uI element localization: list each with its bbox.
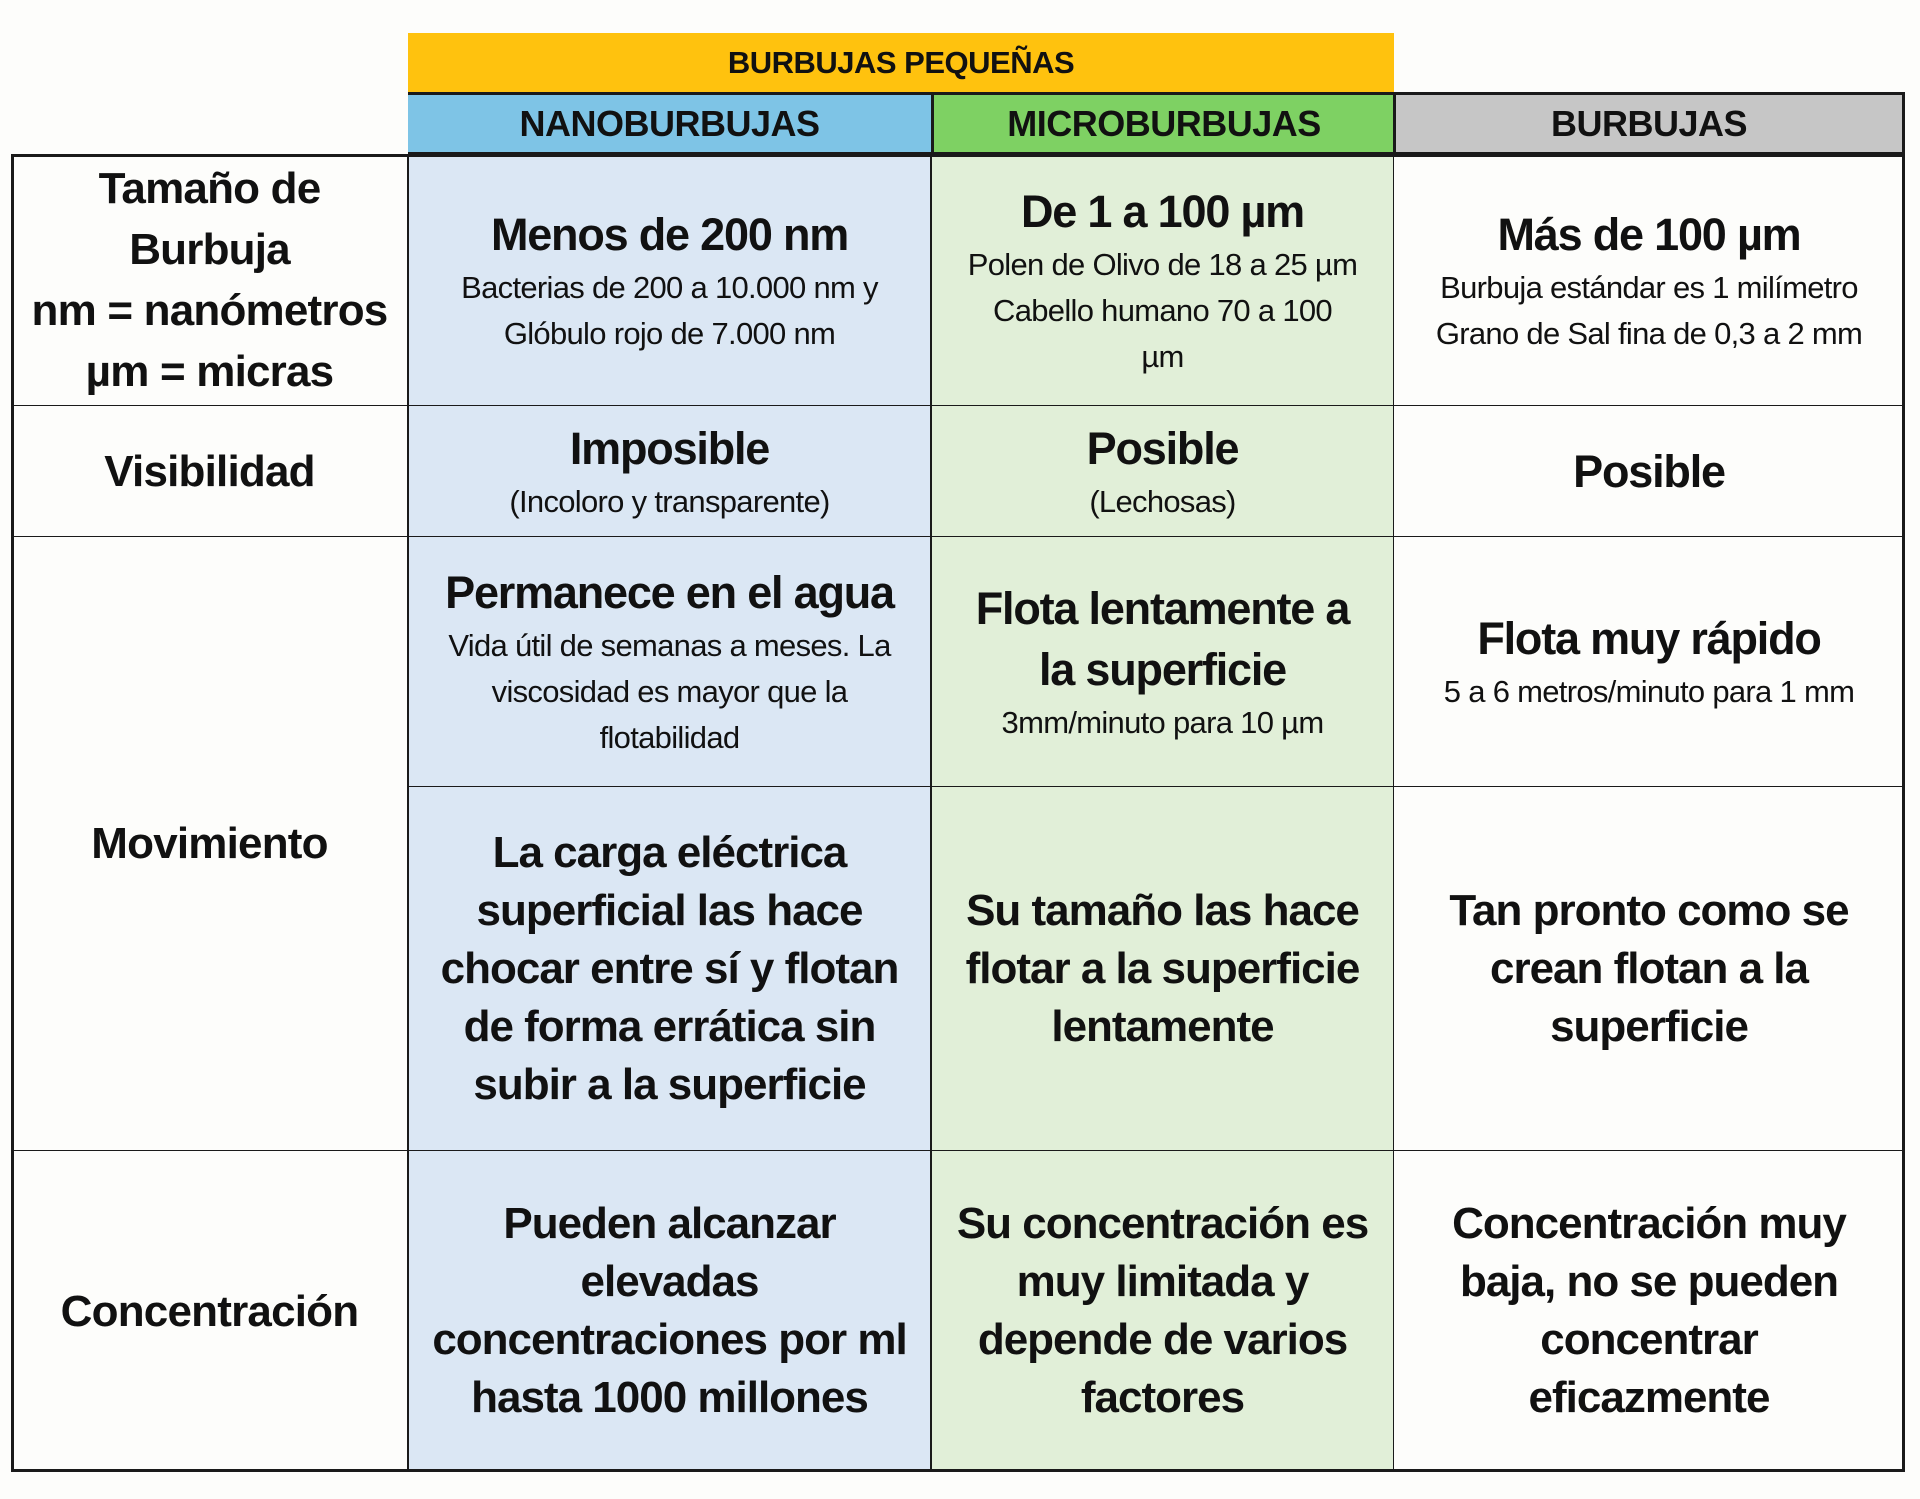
cell-line: chocar entre sí y flotan (440, 943, 899, 993)
cell-detail: Grano de Sal fina de 0,3 a 2 mm (1435, 315, 1863, 351)
column-header-bubbles: BURBUJAS (1393, 92, 1905, 155)
cell-line: Pueden alcanzar (503, 1199, 836, 1248)
row-label-movement (11, 536, 408, 1151)
cell-visibility-micro (931, 405, 1394, 537)
cell-line: de forma errática sin (463, 1001, 876, 1051)
cell-size-bubbles (1393, 154, 1905, 406)
cell-line: superficie (1550, 1001, 1748, 1051)
cell-movement-speed-micro (931, 536, 1394, 787)
cell-detail: Cabello humano 70 a 100 (993, 292, 1332, 328)
cell-title: Menos de 200 nm (490, 208, 849, 260)
cell-line: lentamente (1051, 1001, 1274, 1051)
cell-line: crean flotan a la (1489, 943, 1808, 993)
cell-movement-speed-bubbles (1393, 536, 1905, 787)
row-label-line: Movimiento (91, 819, 328, 868)
cell-size-nano (408, 154, 931, 406)
cell-visibility-bubbles (1393, 405, 1905, 537)
cell-size-micro (931, 154, 1394, 406)
cell-line: hasta 1000 millones (471, 1373, 868, 1422)
cell-visibility-nano (408, 405, 931, 537)
cell-title: Posible (1573, 445, 1725, 497)
cell-concentration-micro (931, 1150, 1394, 1472)
cell-detail: (Lechosas) (1089, 483, 1236, 519)
cell-movement-behavior-bubbles (1393, 786, 1905, 1151)
cell-title: Imposible (569, 422, 770, 474)
row-label-line: Visibilidad (104, 446, 315, 496)
cell-line: concentraciones por ml (432, 1315, 907, 1364)
cell-title: Más de 100 µm (1497, 208, 1801, 260)
cell-line: La carga eléctrica (492, 827, 847, 877)
row-label-concentration (11, 1150, 408, 1472)
cell-movement-behavior-nano (408, 786, 931, 1151)
cell-detail: Burbuja estándar es 1 milímetro (1440, 269, 1858, 305)
cell-line: muy limitada y (1016, 1257, 1309, 1306)
cell-title: Posible (1086, 422, 1239, 474)
cell-line: Tan pronto como se (1449, 885, 1849, 935)
cell-detail: viscosidad es mayor que la (491, 674, 848, 709)
cell-movement-speed-nano (408, 536, 931, 787)
cell-detail: 3mm/minuto para 10 µm (1001, 704, 1324, 740)
cell-line: elevadas (580, 1257, 759, 1306)
row-label-line: nm = nanómetros (31, 286, 388, 335)
column-header-microbubbles: MICROBURBUJAS (931, 92, 1394, 155)
cell-line: Su concentración es (956, 1199, 1369, 1248)
cell-title: la superficie (1038, 643, 1287, 695)
cell-line: Su tamaño las hace (966, 885, 1359, 935)
cell-detail: (Incoloro y transparente) (509, 483, 830, 519)
cell-title: Flota muy rápido (1477, 613, 1821, 664)
cell-line: baja, no se pueden (1459, 1257, 1839, 1306)
row-label-size (11, 154, 408, 406)
column-header-nanobubbles: NANOBURBUJAS (408, 92, 931, 155)
cell-line: superficial las hace (476, 885, 863, 935)
cell-line: subir a la superficie (473, 1059, 866, 1109)
cell-detail: µm (1141, 338, 1184, 374)
cell-line: depende de varios (977, 1315, 1348, 1364)
row-label-line: Burbuja (129, 225, 290, 274)
row-label-line: µm = micras (85, 347, 334, 396)
cell-line: Concentración muy (1452, 1199, 1846, 1248)
cell-line: eficazmente (1528, 1373, 1770, 1422)
cell-line: flotar a la superficie (965, 943, 1360, 993)
row-label-visibility (11, 405, 408, 537)
row-label-line: Concentración (60, 1286, 359, 1336)
cell-concentration-nano (408, 1150, 931, 1472)
cell-detail: Glóbulo rojo de 7.000 nm (503, 315, 836, 351)
cell-detail: 5 a 6 metros/minuto para 1 mm (1443, 674, 1855, 709)
cell-detail: Vida útil de semanas a meses. La (448, 628, 891, 663)
cell-line: factores (1080, 1373, 1245, 1422)
cell-detail: Polen de Olivo de 18 a 25 µm (967, 246, 1358, 282)
cell-concentration-bubbles (1393, 1150, 1905, 1472)
cell-title: Permanece en el agua (445, 567, 894, 618)
cell-title: De 1 a 100 µm (1020, 185, 1304, 237)
cell-detail: Bacterias de 200 a 10.000 nm y (461, 269, 878, 305)
cell-title: Flota lentamente a (975, 582, 1350, 634)
cell-movement-behavior-micro (931, 786, 1394, 1151)
group-header-small-bubbles: BURBUJAS PEQUEÑAS (408, 33, 1394, 93)
cell-detail: flotabilidad (599, 720, 740, 755)
cell-line: concentrar (1540, 1315, 1758, 1364)
row-label-line: Tamaño de (98, 164, 321, 213)
